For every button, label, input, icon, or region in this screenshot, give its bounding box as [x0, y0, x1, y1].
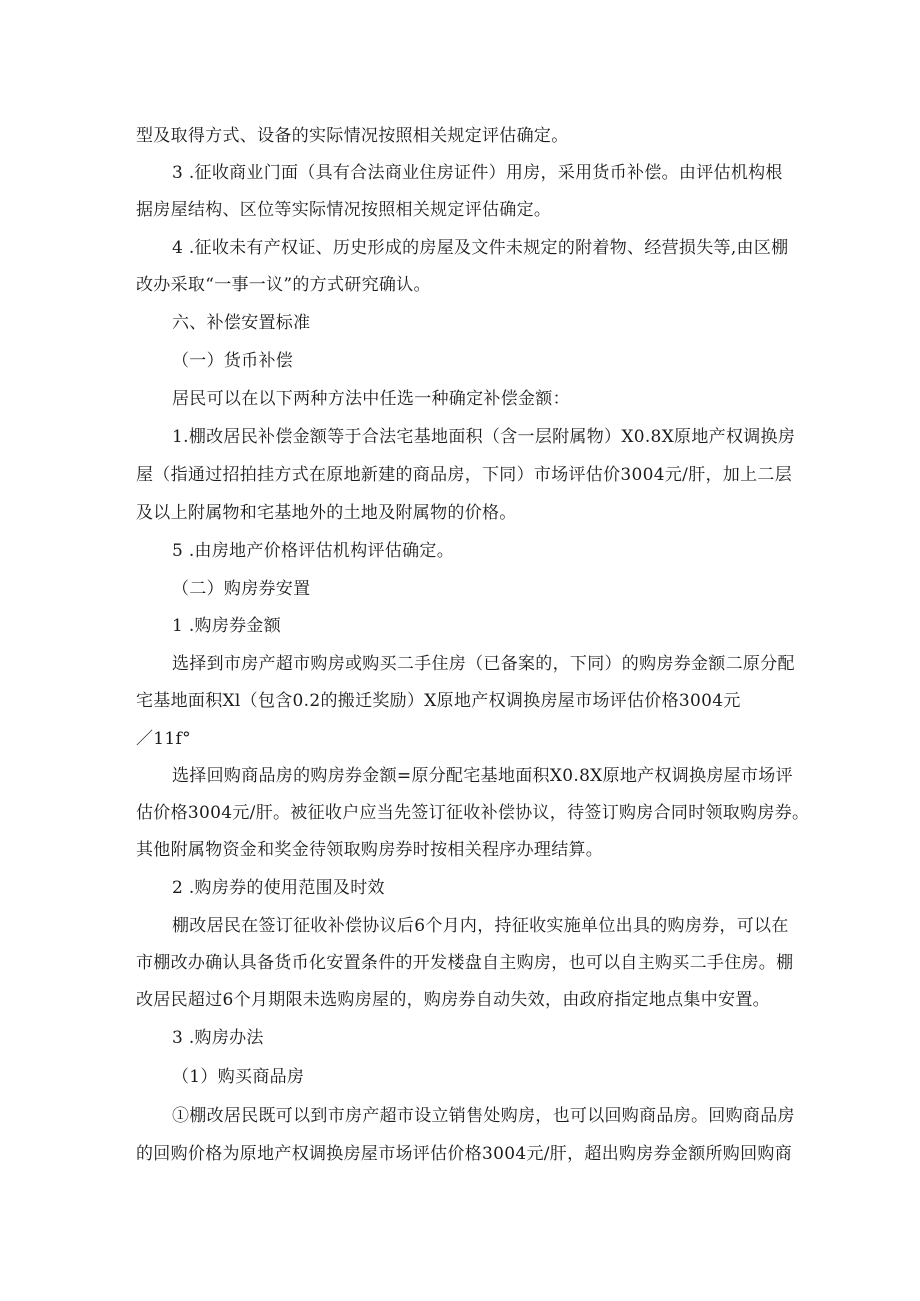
- subsection-heading: （二）购房券安置: [172, 579, 311, 599]
- text-line: 居民可以在以下两种方法中任选一种确定补偿金额：: [172, 389, 570, 409]
- text-line: 选择回购商品房的购房券金额=原分配宅基地面积X0.8X原地产权调换房屋市场评: [172, 766, 793, 786]
- text-line: ①棚改居民既可以到市房产超市设立销售处购房，也可以回购商品房。回购商品房: [172, 1106, 795, 1126]
- text-line: 宅基地面积Xl（包含0.2的搬迁奖励）X原地产权调换房屋市场评估价格3004元: [136, 691, 741, 711]
- text-line: 其他附属物资金和奖金待领取购房券时按相关程序办理结算。: [136, 840, 604, 860]
- text-line: 1.棚改居民补偿金额等于合法宅基地面积（含一层附属物）X0.8X原地产权调换房: [172, 427, 796, 447]
- text-line: 选择到市房产超市购房或购买二手住房（已备案的，下同）的购房券金额二原分配: [172, 654, 795, 674]
- section-heading: 六、补偿安置标准: [172, 313, 311, 333]
- subitem-heading: （1）购买商品房: [172, 1067, 305, 1087]
- item-heading: 1 .购房券金额: [172, 616, 282, 636]
- text-line: 改居民超过6个月期限未选购房屋的，购房券自动失效，由政府指定地点集中安置。: [136, 990, 770, 1010]
- text-line: 的回购价格为原地产权调换房屋市场评估价格3004元/肝，超出购房券金额所购回购商: [136, 1144, 792, 1164]
- text-line: 及以上附属物和宅基地外的土地及附属物的价格。: [136, 503, 517, 523]
- text-line: ／11f°: [136, 729, 191, 749]
- text-line: 市棚改办确认具备货币化安置条件的开发楼盘自主购房，也可以自主购买二手住房。棚: [136, 953, 794, 973]
- text-line: 4 .征收未有产权证、历史形成的房屋及文件未规定的附着物、经营损失等,由区棚: [172, 238, 789, 258]
- text-line: 屋（指通过招拍挂方式在原地新建的商品房，下同）市场评估价3004元/肝，加上二层: [136, 465, 792, 485]
- text-line: 型及取得方式、设备的实际情况按照相关规定评估确定。: [136, 126, 569, 146]
- text-line: 棚改居民在签订征收补偿协议后6个月内，持征收实施单位出具的购房券，可以在: [172, 916, 789, 936]
- text-line: 据房屋结构、区位等实际情况按照相关规定评估确定。: [136, 200, 552, 220]
- item-heading: 3 .购房办法: [172, 1028, 264, 1048]
- text-line: 改办采取“一事一议”的方式研究确认。: [136, 275, 431, 295]
- item-heading: 2 .购房券的使用范围及时效: [172, 878, 385, 898]
- subsection-heading: （一）货币补偿: [172, 351, 294, 371]
- text-line: 5 .由房地产价格评估机构评估确定。: [172, 541, 455, 561]
- text-line: 估价格3004元/肝。被征收户应当先签订征收补偿协议，待签订购房合同时领取购房券。: [136, 803, 810, 823]
- text-line: 3 .征收商业门面（具有合法商业住房证件）用房，采用货币补偿。由评估机构根: [172, 163, 783, 183]
